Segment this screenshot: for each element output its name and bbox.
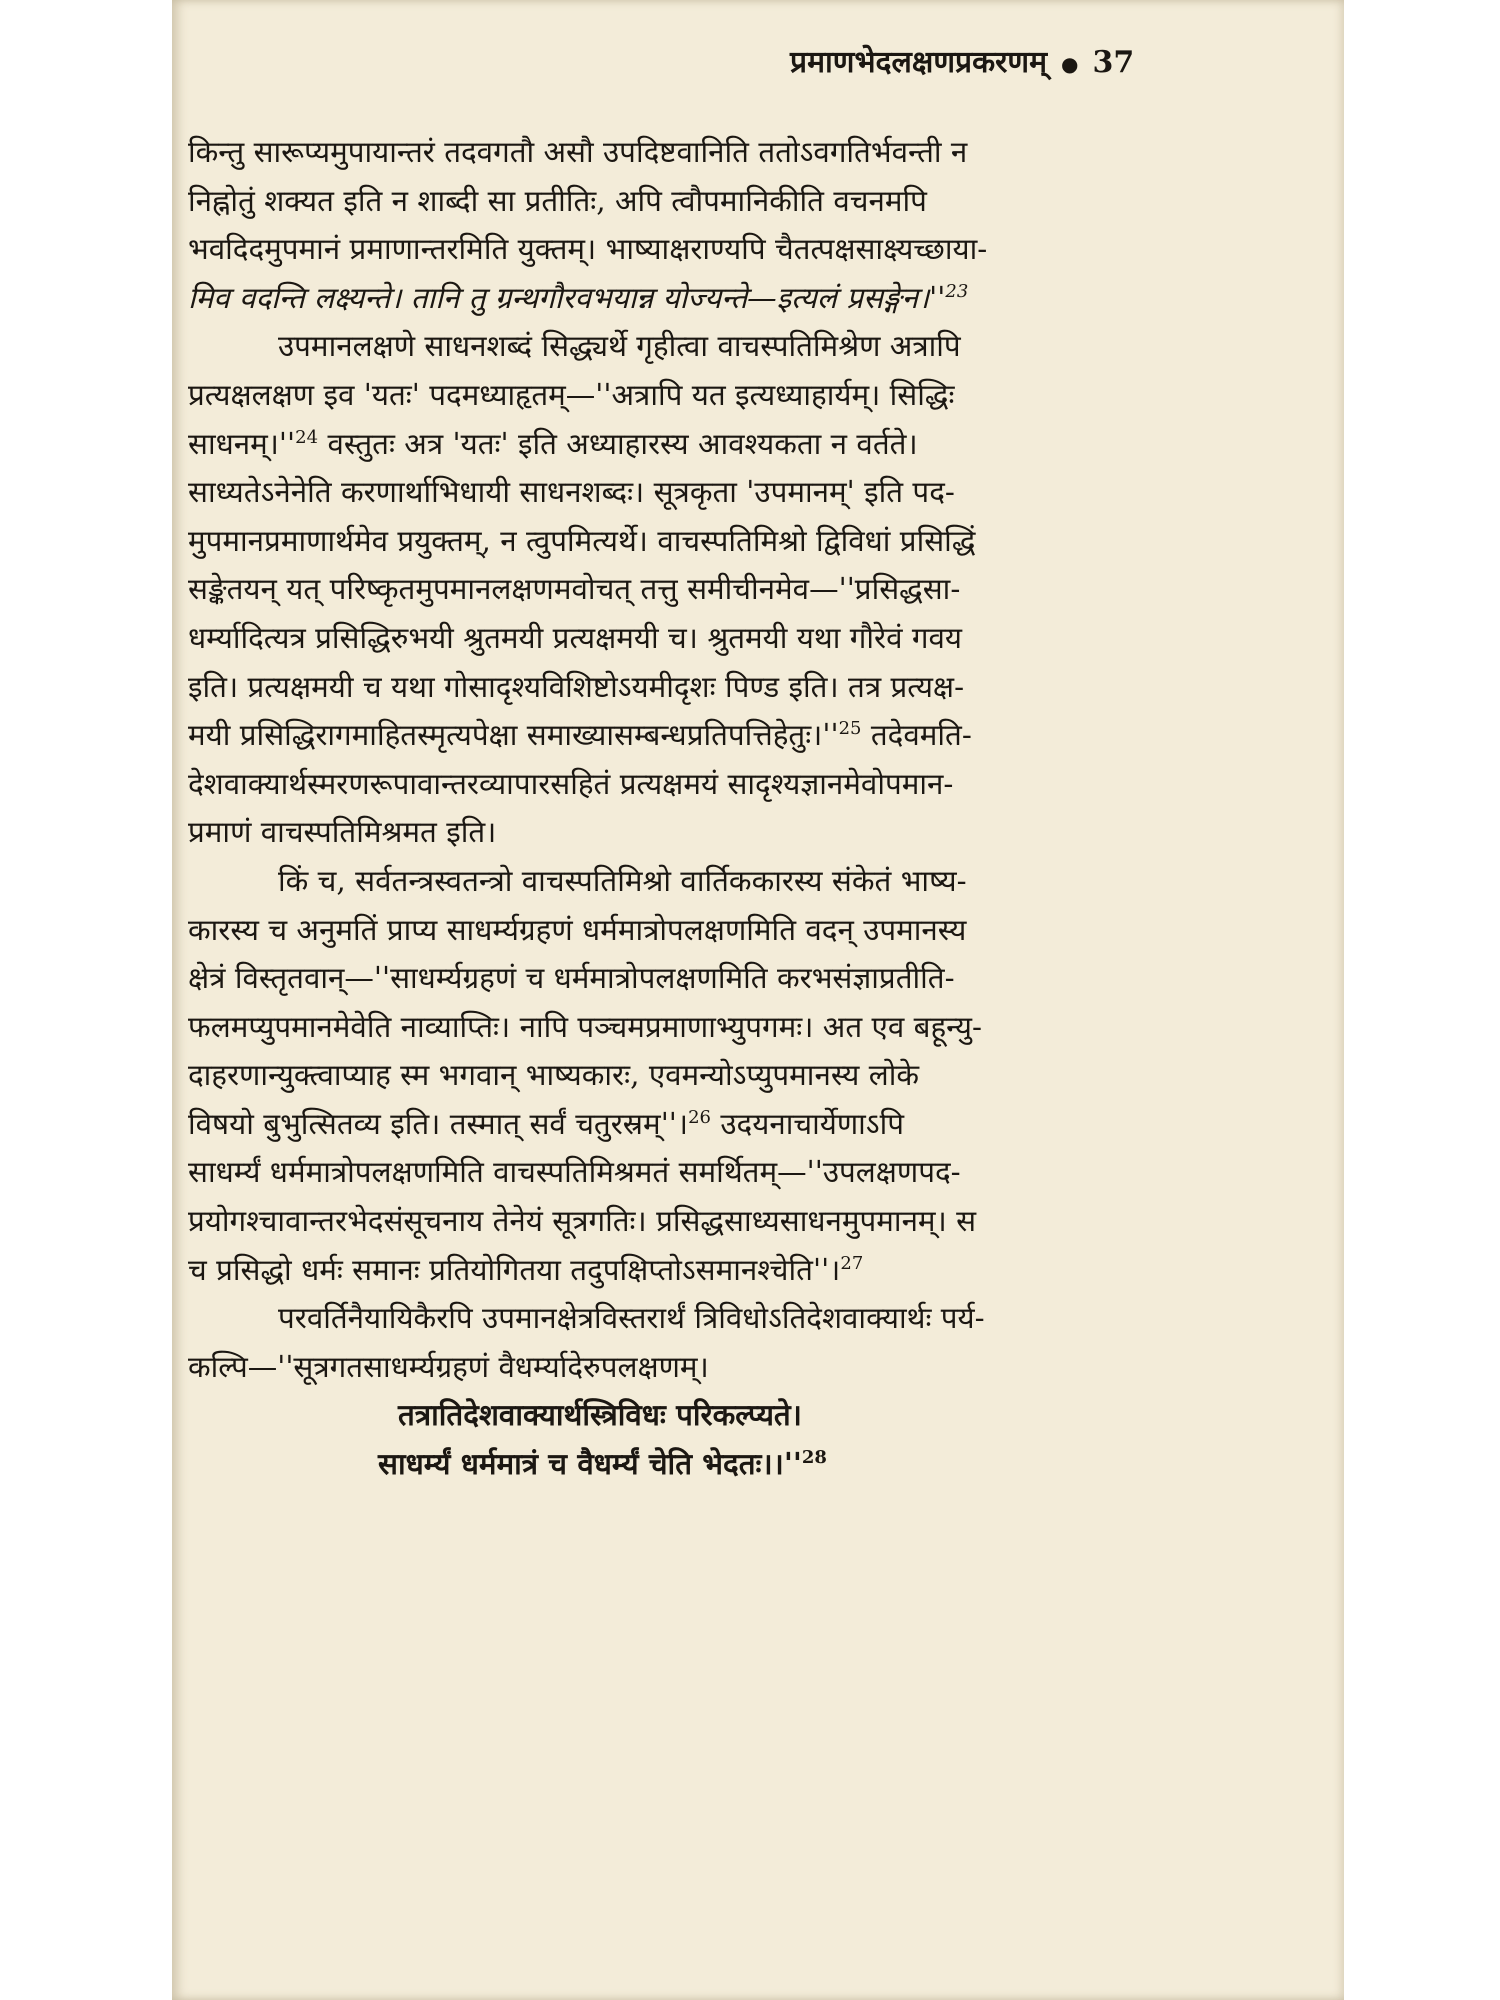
- verse-line: [188, 1440, 1308, 1489]
- text-line: किं च, सर्वतन्त्रस्वतन्त्रो वाचस्पतिमिश्रो वार्तिककारस्य संकेतं भाष्य-: [278, 863, 967, 898]
- footnote-ref: 23: [945, 280, 969, 302]
- text-line: साधर्म्यं धर्ममात्रोपलक्षणमिति वाचस्पतिमिश्रमतं समर्थितम्—''उपलक्षणपद-: [188, 1155, 961, 1190]
- text-line-content: साधर्म्यं धर्ममात्रं च वैधर्म्यं चेति भेदतः।।'': [378, 1446, 802, 1482]
- text-line: भवदिदमुपमानं प्रमाणान्तरमिति युक्तम्। भाष्याक्षराण्यपि चैतत्पक्षसाक्ष्यच्छाया-: [188, 232, 988, 267]
- text-line-content: साधनम्।'': [188, 426, 296, 461]
- page-body: [188, 128, 1308, 1489]
- text-line-content: च प्रसिद्धो धर्मः समानः प्रतियोगितया तदुपक्षिप्तोऽसमानश्चेति''।: [188, 1252, 841, 1287]
- footnote-ref: 24: [295, 426, 319, 448]
- text-line: सङ्केतयन् यत् परिष्कृतमुपमानलक्षणमवोचत् तत्तु समीचीनमेव—''प्रसिद्धसा-: [188, 572, 961, 607]
- header-title: प्रमाणभेदलक्षणप्रकरणम्: [790, 45, 1048, 80]
- text-line: [188, 711, 1308, 760]
- text-line: कारस्य च अनुमतिं प्राप्य साधर्म्यग्रहणं धर्ममात्रोपलक्षणमिति वदन् उपमानस्य: [188, 912, 967, 947]
- text-line-content: मिव वदन्ति लक्ष्यन्ते। तानि तु ग्रन्थगौरवभयान्न योज्यन्ते—इत्यलं प्रसङ्गेन।'': [188, 280, 946, 315]
- text-line-content: विषयो बुभुत्सितव्य इति। तस्मात् सर्वं चतुरस्रम्''।: [188, 1106, 689, 1141]
- text-line: मुपमानप्रमाणार्थमेव प्रयुक्तम्, न त्वुपमित्यर्थे। वाचस्पतिमिश्रो द्विविधां प्रसिद्धिं: [188, 523, 976, 558]
- text-line: उपमानलक्षणे साधनशब्दं सिद्ध्यर्थे गृहीत्वा वाचस्पतिमिश्रेण अत्रापि: [278, 329, 961, 364]
- text-line-content: वस्तुतः अत्र 'यतः' इति अध्याहारस्य आवश्यकता न वर्तते।: [327, 426, 918, 461]
- text-line: क्षेत्रं विस्तृतवान्—''साधर्म्यग्रहणं च धर्ममात्रोपलक्षणमिति करभसंज्ञाप्रतीति-: [188, 961, 955, 996]
- page-number: 37: [1092, 45, 1135, 80]
- text-line: धर्म्यादित्यत्र प्रसिद्धिरुभयी श्रुतमयी प्रत्यक्षमयी च। श्रुतमयी यथा गौरेवं गवय: [188, 620, 962, 655]
- text-line: [188, 1100, 1308, 1149]
- text-line: [188, 274, 1308, 323]
- text-line: प्रत्यक्षलक्षण इव 'यतः' पदमध्याहृतम्—''अत्रापि यत इत्यध्याहार्यम्। सिद्धिः: [188, 377, 955, 412]
- verse-line: तत्रातिदेशवाक्यार्थस्त्रिविधः परिकल्प्यते।: [398, 1397, 802, 1433]
- text-line: दाहरणान्युक्त्वाप्याह स्म भगवान् भाष्यकारः, एवमन्योऽप्युपमानस्य लोके: [188, 1058, 920, 1093]
- text-line: कल्पि—''सूत्रगतसाधर्म्यग्रहणं वैधर्म्यादेरुपलक्षणम्।: [188, 1349, 709, 1384]
- text-line: इति। प्रत्यक्षमयी च यथा गोसादृश्यविशिष्टोऽयमीदृशः पिण्ड इति। तत्र प्रत्यक्ष-: [188, 669, 965, 704]
- text-line: परवर्तिनैयायिकैरपि उपमानक्षेत्रविस्तरार्थं त्रिविधोऽतिदेशवाक्यार्थः पर्य-: [278, 1301, 985, 1336]
- running-header: [790, 40, 1310, 81]
- text-line-content: तदेवमति-: [870, 718, 972, 753]
- footnote-ref: 26: [688, 1107, 711, 1129]
- text-line: साध्यतेऽनेनेति करणार्थाभिधायी साधनशब्दः। सूत्रकृता 'उपमानम्' इति पद-: [188, 475, 955, 510]
- text-line: [188, 1246, 1308, 1295]
- text-line: प्रयोगश्चावान्तरभेदसंसूचनाय तेनेयं सूत्रगतिः। प्रसिद्धसाध्यसाधनमुपमानम्। स: [188, 1204, 977, 1239]
- footnote-ref: 27: [840, 1252, 864, 1274]
- text-line: किन्तु सारूप्यमुपायान्तरं तदवगतौ असौ उपदिष्टवानिति ततोऽवगतिर्भवन्ती न: [188, 135, 968, 169]
- text-line-content: उदयनाचार्येणाऽपि: [720, 1106, 904, 1141]
- text-line: देशवाक्यार्थस्मरणरूपावान्तरव्यापारसहितं प्रत्यक्षमयं सादृश्यज्ञानमेवोपमान-: [188, 766, 954, 801]
- footnote-ref: 28: [801, 1447, 827, 1469]
- text-line: प्रमाणं वाचस्पतिमिश्रमत इति।: [188, 815, 497, 850]
- text-line: फलमप्युपमानमेवेति नाव्याप्तिः। नापि पञ्चमप्रमाणाभ्युपगमः। अत एव बहून्यु-: [188, 1009, 982, 1044]
- header-bullet: ●: [1061, 52, 1079, 76]
- text-line-content: मयी प्रसिद्धिरागमाहितस्मृत्यपेक्षा समाख्यासम्बन्धप्रतिपत्तिहेतुः।'': [188, 718, 839, 753]
- text-line: निह्नोतुं शक्यत इति न शाब्दी सा प्रतीतिः, अपि त्वौपमानिकीति वचनमपि: [188, 183, 927, 218]
- footnote-ref: 25: [838, 718, 862, 740]
- text-line: [188, 420, 1308, 469]
